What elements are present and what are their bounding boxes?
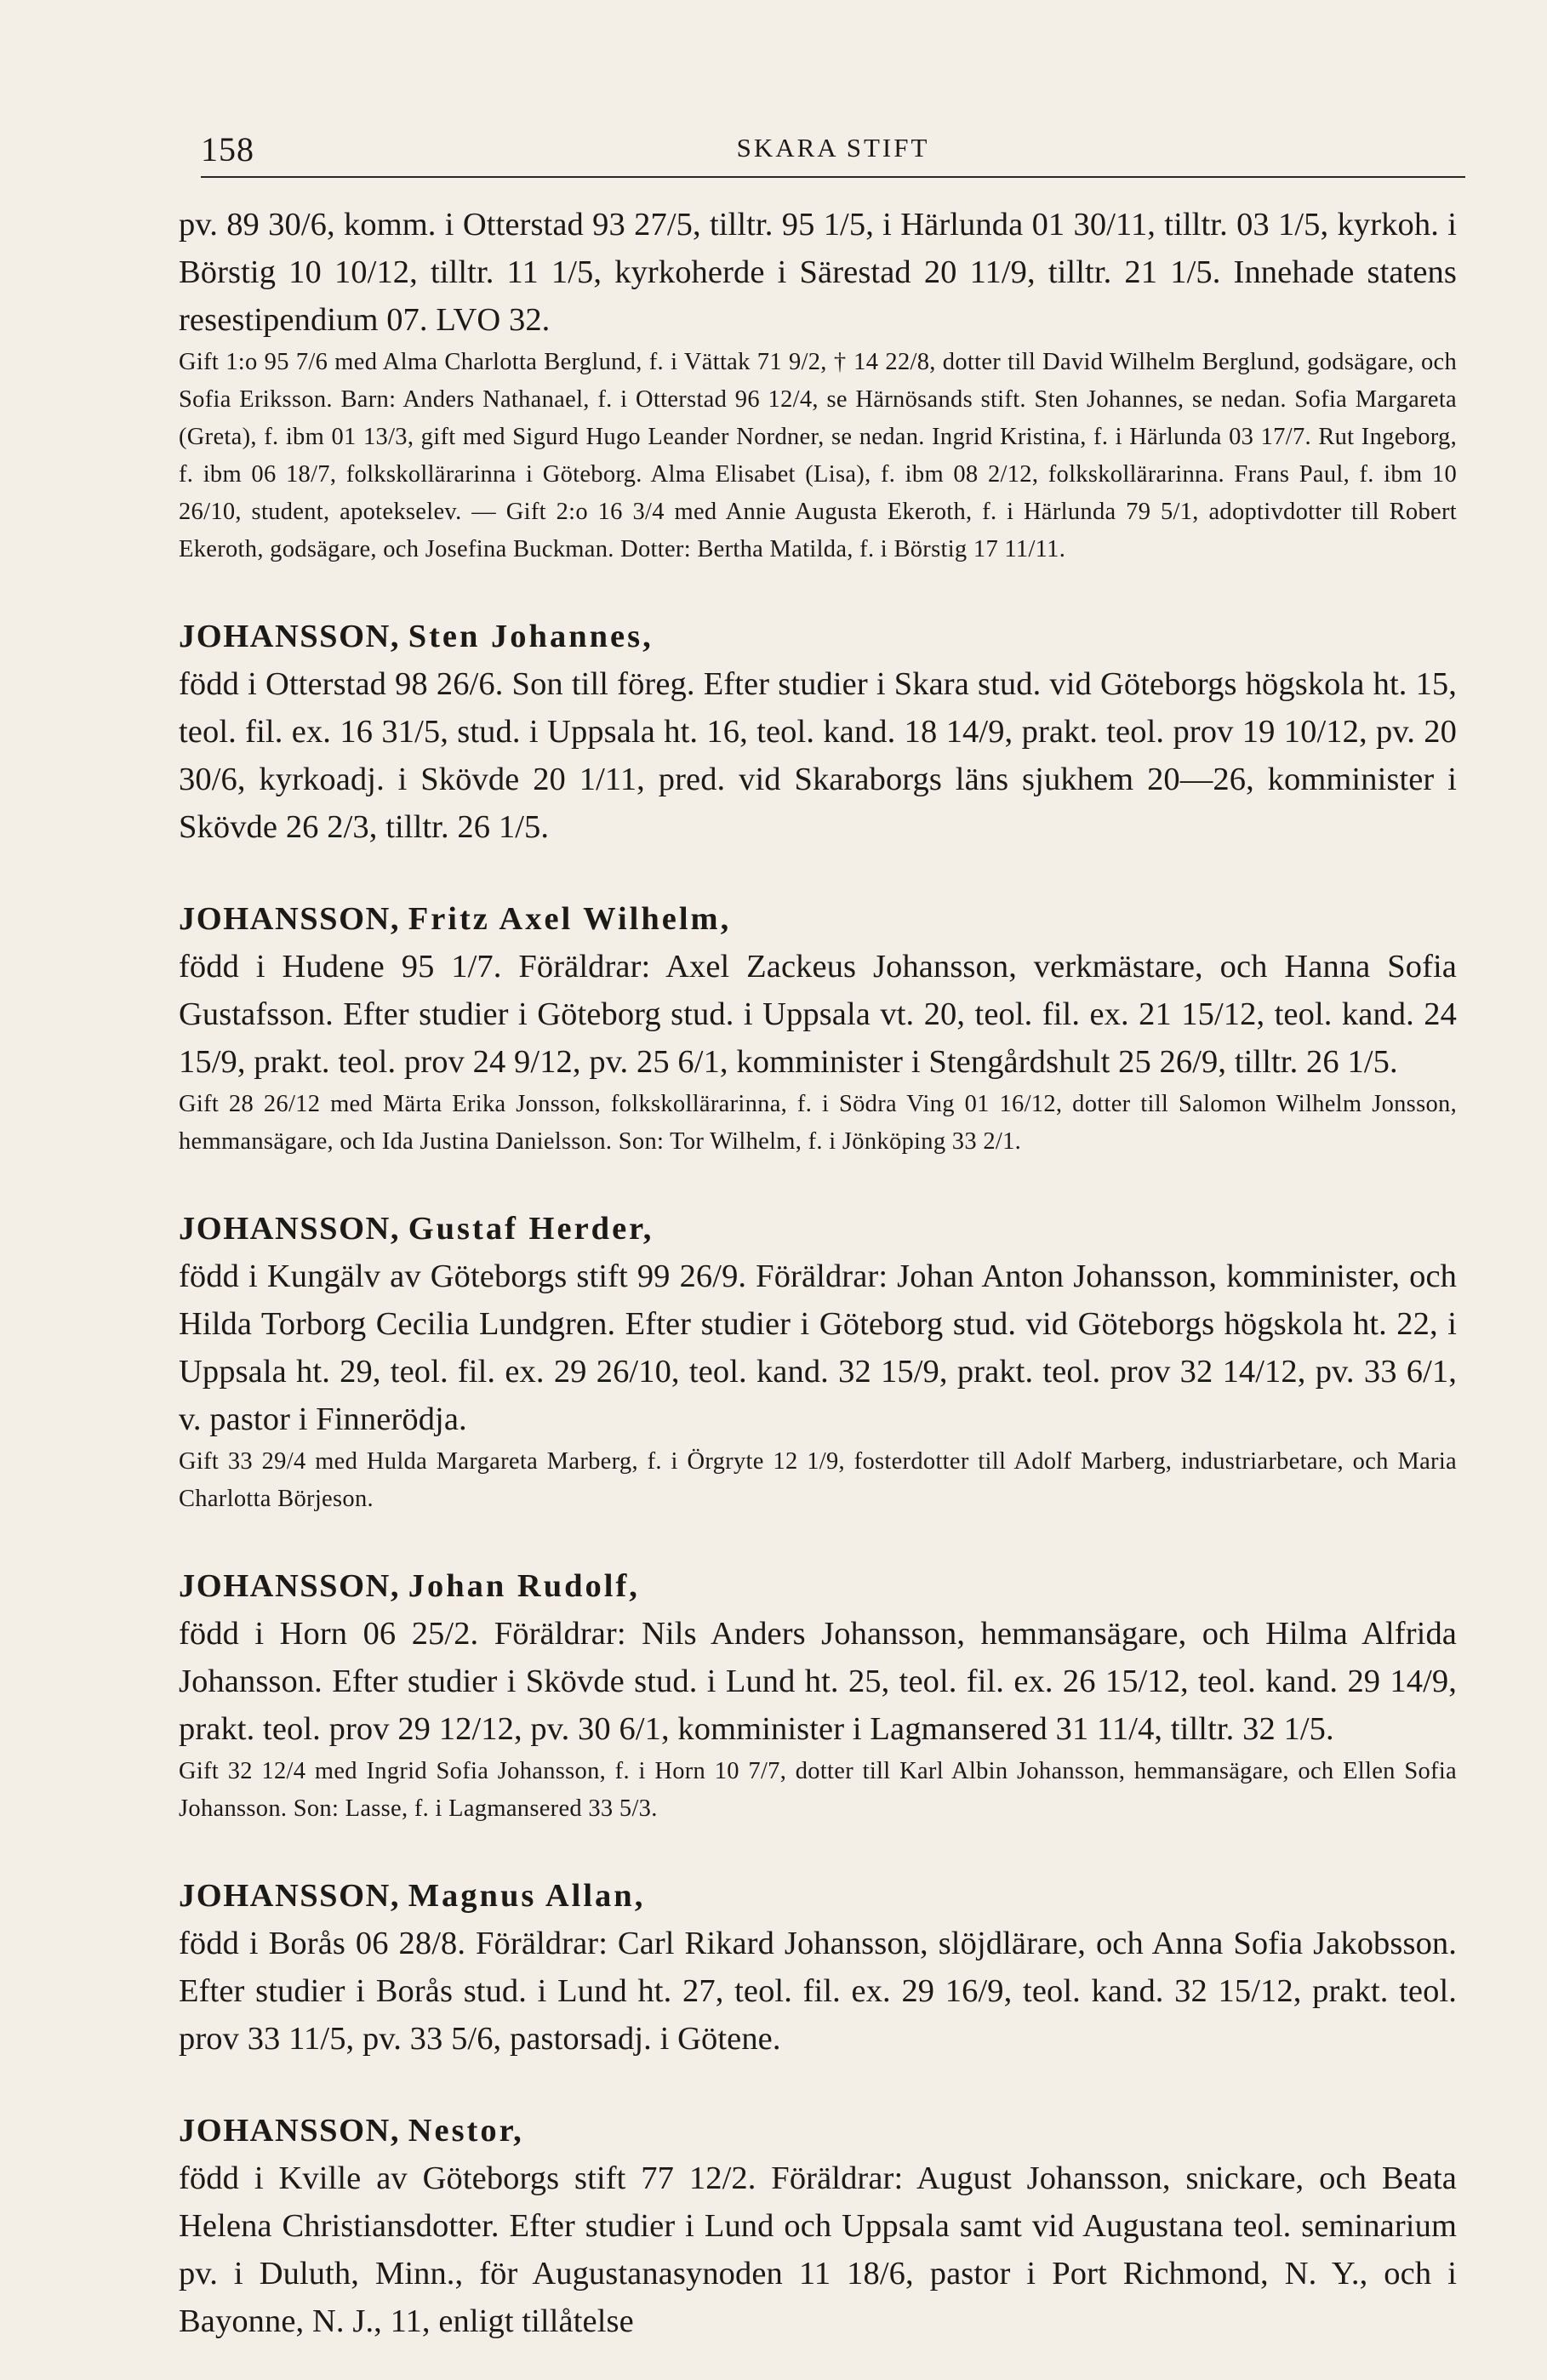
entry-heading bbox=[179, 1872, 1457, 1920]
entry-given-names: Johan Rudolf, bbox=[408, 1568, 640, 1604]
entry-heading bbox=[179, 2107, 1457, 2155]
entry-surname: JOHANSSON, bbox=[179, 1878, 400, 1914]
entry-surname: JOHANSSON, bbox=[179, 1211, 400, 1247]
page-number: 158 bbox=[201, 130, 254, 168]
entry-main-text: född i Kville av Göteborgs stift 77 12/2. Föräldrar: August Johansson, snickare, och Beata Helena Christiansdotter. Efter studier i Lund och Uppsala samt vid Augustana teol. seminarium pv. i Duluth, Minn., för Augustanasynoden 11 18/6, pastor i Port Richmond, N. Y., och i Bayonne, N. J., 11, enligt tillåtelse bbox=[179, 2160, 1457, 2339]
entry-main-text: född i Kungälv av Göteborgs stift 99 26/9. Föräldrar: Johan Anton Johansson, komminister, och Hilda Torborg Cecilia Lundgren. Efter studier i Göteborg stud. vid Göteborgs högskola ht. 22, i Uppsala ht. 29, teol. fil. ex. 29 26/10, teol. kand. 32 15/9, prakt. teol. prov 32 14/12, pv. 33 6/1, v. pastor i Finnerödja. bbox=[179, 1258, 1457, 1437]
entry-family-details: Gift 1:o 95 7/6 med Alma Charlotta Berglund, f. i Vättak 71 9/2, † 14 22/8, dotter till David Wilhelm Berglund, godsägare, och Sofia Eriksson. Barn: Anders Nathanael, f. i Otterstad 96 12/4, se Härnösands stift. Sten Johannes, se nedan. Sofia Margareta (Greta), f. ibm 01 13/3, gift med Sigurd Hugo Leander Nordner, se nedan. Ingrid Kristina, f. i Härlunda 03 17/7. Rut Ingeborg, f. ibm 06 18/7, folkskollärarinna i Göteborg. Alma Elisabet (Lisa), f. ibm 08 2/12, folkskollärarinna. Frans Paul, f. ibm 10 26/10, student, apotekselev. — Gift 2:o 16 3/4 med Annie Augusta Ekeroth, f. i Härlunda 79 5/1, adoptivdotter till Robert Ekeroth, godsägare, och Josefina Buckman. Dotter: Bertha Matilda, f. i Börstig 17 11/11. bbox=[179, 349, 1457, 562]
entry-given-names: Fritz Axel Wilhelm, bbox=[408, 901, 732, 937]
entry-heading bbox=[179, 1205, 1457, 1253]
entry-continuation bbox=[179, 201, 1457, 568]
entry-gustaf-herder bbox=[179, 1205, 1457, 1518]
page-header bbox=[201, 129, 1465, 172]
entry-given-names: Gustaf Herder, bbox=[408, 1211, 654, 1247]
entry-surname: JOHANSSON, bbox=[179, 2113, 400, 2149]
entry-family-details: Gift 32 12/4 med Ingrid Sofia Johansson, f. i Horn 10 7/7, dotter till Karl Albin Johansson, hemmansägare, och Ellen Sofia Johansson. Son: Lasse, f. i Lagmansered 33 5/3. bbox=[179, 1758, 1457, 1822]
header-rule bbox=[201, 176, 1465, 178]
entry-magnus-allan bbox=[179, 1872, 1457, 2063]
entry-family-details: Gift 28 26/12 med Märta Erika Jonsson, folkskollärarinna, f. i Södra Ving 01 16/12, dotter till Salomon Wilhelm Jonsson, hemmansägare, och Ida Justina Danielsson. Son: Tor Wilhelm, f. i Jönköping 33 2/1. bbox=[179, 1091, 1457, 1155]
running-head: SKARA STIFT bbox=[736, 133, 930, 163]
entry-given-names: Sten Johannes, bbox=[408, 619, 654, 654]
entry-fritz-axel-wilhelm bbox=[179, 895, 1457, 1161]
entry-heading bbox=[179, 1562, 1457, 1610]
entry-nestor bbox=[179, 2107, 1457, 2345]
entry-given-names: Nestor, bbox=[408, 2113, 524, 2149]
entry-johan-rudolf bbox=[179, 1562, 1457, 1828]
entry-surname: JOHANSSON, bbox=[179, 619, 400, 654]
entry-sten-johannes bbox=[179, 613, 1457, 851]
entry-surname: JOHANSSON, bbox=[179, 901, 400, 937]
entry-heading bbox=[179, 895, 1457, 943]
entry-main-text: född i Horn 06 25/2. Föräldrar: Nils Anders Johansson, hemmansägare, och Hilma Alfrida Johansson. Efter studier i Skövde stud. i Lund ht. 25, teol. fil. ex. 26 15/12, teol. kand. 29 14/9, prakt. teol. prov 29 12/12, pv. 30 6/1, komminister i Lagmansered 31 11/4, tilltr. 32 1/5. bbox=[179, 1616, 1457, 1747]
entry-surname: JOHANSSON, bbox=[179, 1568, 400, 1604]
entry-main-text: född i Borås 06 28/8. Föräldrar: Carl Rikard Johansson, slöjdlärare, och Anna Sofia Jakobsson. Efter studier i Borås stud. i Lund ht. 27, teol. fil. ex. 29 16/9, teol. kand. 32 15/12, prakt. teol. prov 33 11/5, pv. 33 5/6, pastorsadj. i Götene. bbox=[179, 1926, 1457, 2057]
entry-given-names: Magnus Allan, bbox=[408, 1878, 646, 1914]
entry-heading bbox=[179, 613, 1457, 660]
entry-main-text: pv. 89 30/6, komm. i Otterstad 93 27/5, tilltr. 95 1/5, i Härlunda 01 30/11, tilltr. 03 1/5, kyrkoh. i Börstig 10 10/12, tilltr. 11 1/5, kyrkoherde i Särestad 20 11/9, tilltr. 21 1/5. Innehade statens resestipendium 07. LVO 32. bbox=[179, 207, 1457, 338]
entry-main-text: född i Hudene 95 1/7. Föräldrar: Axel Zackeus Johansson, verkmästare, och Hanna Sofia Gustafsson. Efter studier i Göteborg stud. i Uppsala vt. 20, teol. fil. ex. 21 15/12, teol. kand. 24 15/9, prakt. teol. prov 24 9/12, pv. 25 6/1, komminister i Stengårdshult 25 26/9, tilltr. 26 1/5. bbox=[179, 949, 1457, 1080]
entry-main-text: född i Otterstad 98 26/6. Son till föreg. Efter studier i Skara stud. vid Göteborgs högskola ht. 15, teol. fil. ex. 16 31/5, stud. i Uppsala ht. 16, teol. kand. 18 14/9, prakt. teol. prov 19 10/12, pv. 20 30/6, kyrkoadj. i Skövde 20 1/11, pred. vid Skaraborgs läns sjukhem 20—26, komminister i Skövde 26 2/3, tilltr. 26 1/5. bbox=[179, 666, 1457, 845]
entry-family-details: Gift 33 29/4 med Hulda Margareta Marberg, f. i Örgryte 12 1/9, fosterdotter till Adolf Marberg, industriarbetare, och Maria Charlotta Börjeson. bbox=[179, 1448, 1457, 1512]
body-text bbox=[179, 201, 1457, 2345]
